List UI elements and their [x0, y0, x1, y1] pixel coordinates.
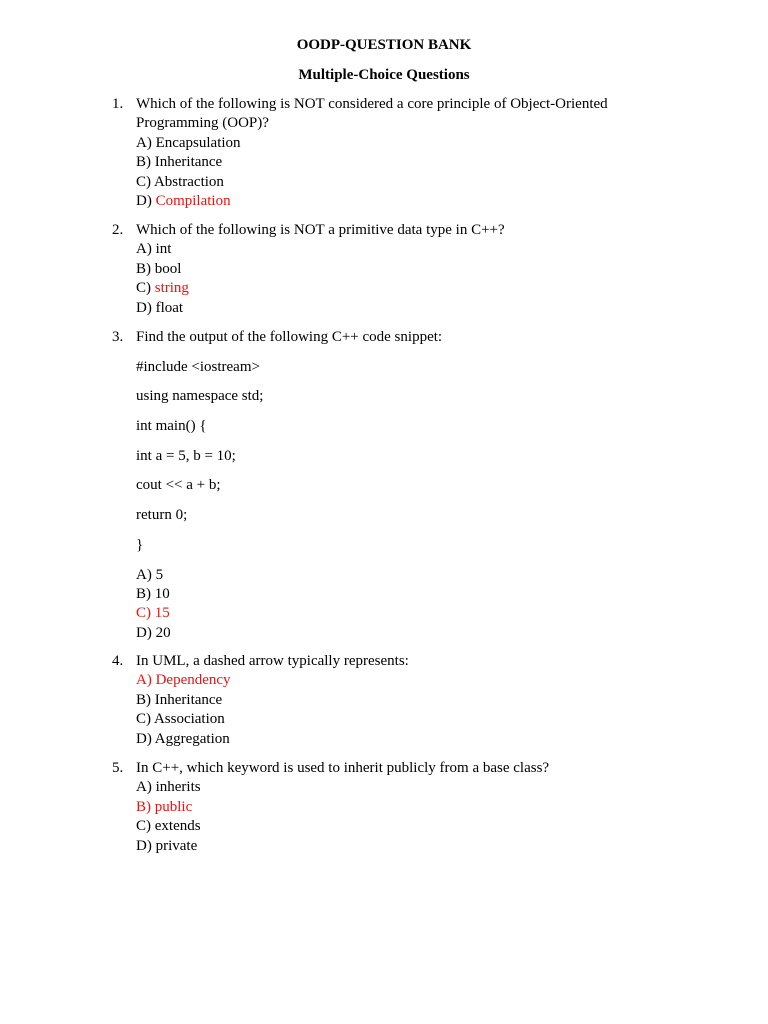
option-text: Abstraction: [153, 173, 224, 190]
option-b: [136, 691, 632, 710]
option-letter: B): [136, 154, 151, 171]
option-d: [136, 837, 632, 856]
option-c: [136, 710, 632, 729]
option-b: [136, 153, 632, 172]
option-text: 5: [155, 566, 164, 583]
code-line: using namespace std;: [136, 388, 264, 405]
option-b: [136, 260, 632, 279]
question-2: [112, 221, 632, 318]
option-letter: C): [136, 173, 151, 190]
option-text: Aggregation: [154, 730, 230, 747]
code-snippet: [136, 358, 632, 566]
option-letter: A): [136, 779, 152, 796]
question-number: 5.: [112, 760, 124, 776]
option-letter: D): [136, 730, 152, 747]
option-text: bool: [154, 260, 182, 277]
question-text: In C++, which keyword is used to inherit publicly from a base class?: [136, 760, 550, 776]
option-text: private: [155, 837, 198, 854]
option-text: float: [155, 299, 184, 316]
question-1: [112, 95, 632, 211]
option-c: [136, 604, 632, 623]
question-4: [112, 652, 632, 749]
option-letter: B): [136, 260, 151, 277]
option-d: [136, 299, 632, 318]
option-letter: A): [136, 241, 152, 258]
option-letter: B): [136, 691, 151, 708]
option-text: 10: [154, 585, 170, 602]
option-text: int: [155, 241, 172, 258]
question-number: 2.: [112, 222, 124, 238]
option-b: [136, 585, 632, 604]
question-text: Which of the following is NOT a primitive data type in C++?: [136, 222, 505, 238]
option-letter: C): [136, 605, 151, 622]
option-letter: A): [136, 134, 152, 151]
option-text: 20: [155, 624, 171, 641]
option-letter: C): [136, 280, 151, 297]
option-c: [136, 817, 632, 836]
question-text: Which of the following is NOT considered a core principle of Object-Oriented Programming (OOP)?: [136, 96, 612, 132]
option-letter: A): [136, 566, 152, 583]
option-a: [136, 778, 632, 797]
option-letter: D): [136, 299, 152, 316]
correct-answer-text: Compilation: [155, 193, 231, 210]
question-3: [112, 328, 632, 643]
code-line: int a = 5, b = 10;: [136, 447, 236, 464]
document-title: OODP-QUESTION BANK: [296, 37, 472, 53]
correct-answer-text: 15: [154, 605, 170, 622]
code-line: #include <iostream>: [136, 358, 260, 375]
option-d: [136, 192, 632, 211]
question-5: [112, 759, 632, 856]
correct-answer-text: public: [154, 798, 193, 815]
code-line: }: [136, 536, 144, 553]
correct-answer-text: string: [154, 280, 189, 297]
question-text: Find the output of the following C++ code snippet:: [136, 329, 443, 345]
code-line: cout << a + b;: [136, 477, 221, 494]
option-text: Association: [153, 711, 225, 728]
question-number: 3.: [112, 329, 124, 345]
option-b: [136, 798, 632, 817]
option-d: [136, 624, 632, 643]
question-text: In UML, a dashed arrow typically represents:: [136, 653, 409, 669]
code-line: return 0;: [136, 507, 188, 524]
option-text: Encapsulation: [155, 134, 241, 151]
option-letter: A): [136, 672, 152, 689]
option-letter: D): [136, 837, 152, 854]
question-number: 1.: [112, 96, 124, 112]
option-letter: D): [136, 624, 152, 641]
option-letter: B): [136, 585, 151, 602]
document-subtitle: Multiple-Choice Questions: [298, 67, 470, 83]
code-line: int main() {: [136, 418, 207, 435]
option-c: [136, 173, 632, 192]
option-text: Inheritance: [154, 154, 223, 171]
option-a: [136, 134, 632, 153]
option-c: [136, 279, 632, 298]
option-a: [136, 566, 632, 585]
option-letter: D): [136, 193, 152, 210]
option-a: [136, 671, 632, 690]
option-letter: B): [136, 798, 151, 815]
option-d: [136, 730, 632, 749]
question-number: 4.: [112, 653, 124, 669]
option-text: extends: [154, 818, 201, 835]
option-text: inherits: [155, 779, 201, 796]
option-text: Inheritance: [154, 691, 223, 708]
option-a: [136, 240, 632, 259]
option-letter: C): [136, 818, 151, 835]
option-letter: C): [136, 711, 151, 728]
correct-answer-text: Dependency: [155, 672, 231, 689]
